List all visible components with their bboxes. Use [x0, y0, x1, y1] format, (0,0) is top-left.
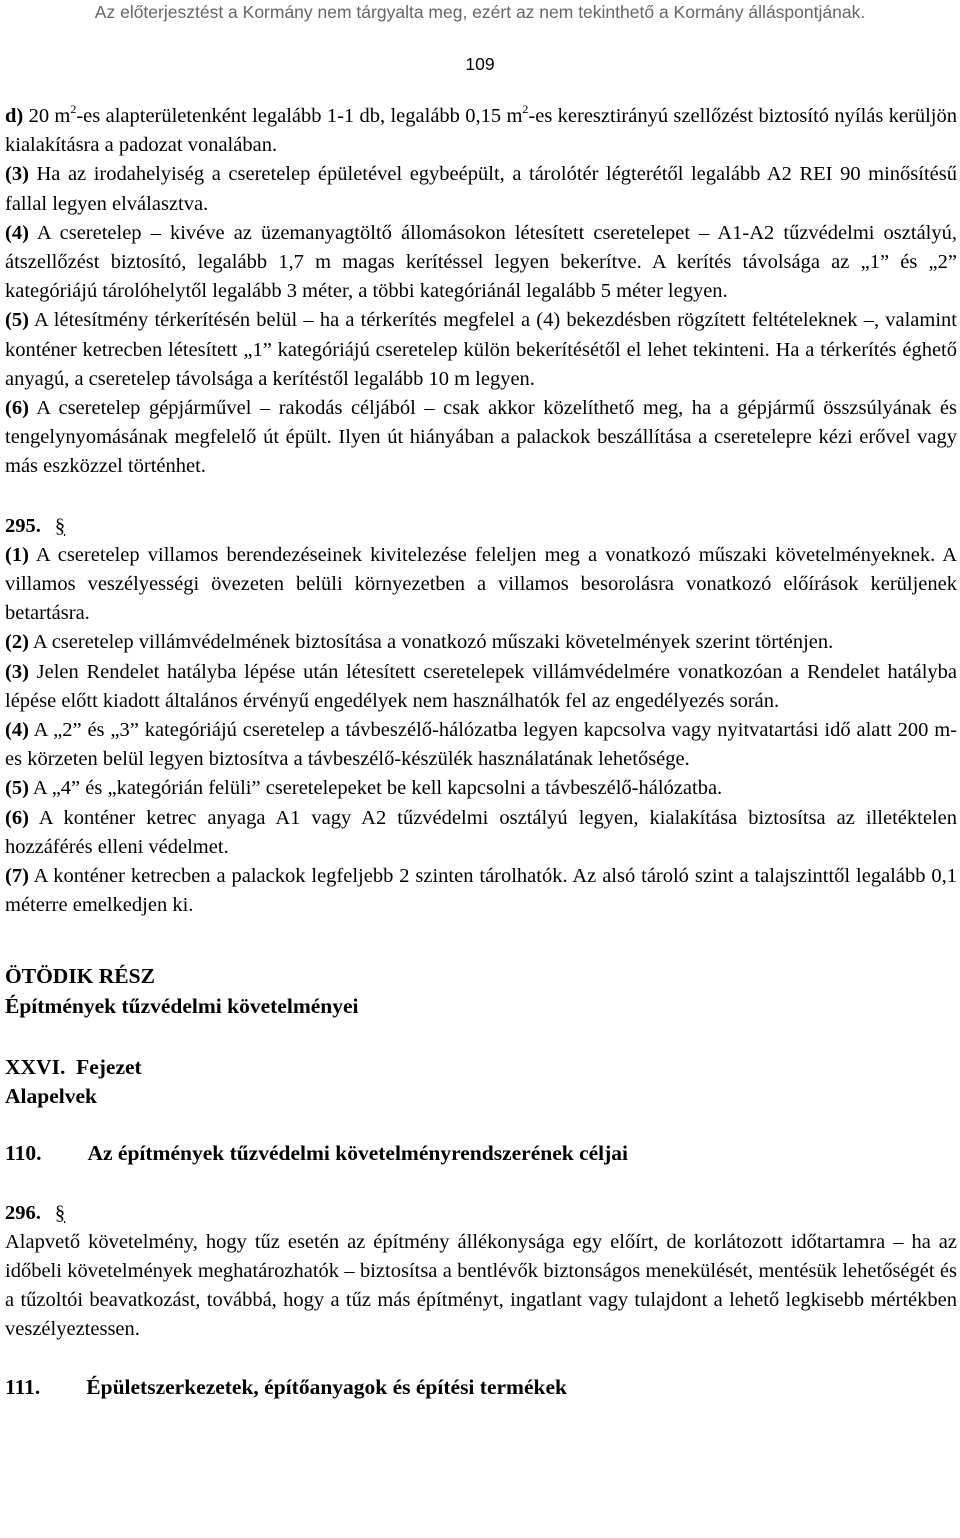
- point-d-label: d): [5, 105, 24, 127]
- superscript: 2: [522, 102, 529, 116]
- point-d: d) 20 $m^2-es$ alapterületenként legalább 1-1 db, legalább 0,15 $m^2-es$ keresztirányú szellőzést biztosító nyílás kerüljön kialakításra a padozat vonalában.: [5, 102, 958, 157]
- paragraph-label: (7): [5, 865, 29, 888]
- s296-text: Alapvető követelmény, hogy tűz esetén az építmény állékonysága egy előírt, de korlátozott időtartamra – ha az időbeli követelmények meghatározhatók – biztosítsa a bentlévők biztonságos menekülését, mentésük lehetőségét és a tűzoltói beavatkozást, továbbá, hogy a tűz más építményt, ingatlant vagy tulajdont a lehető legkisebb mértékben veszélyeztessen.: [5, 1230, 957, 1341]
- section-symbol: §: [54, 514, 66, 537]
- s295-paragraph-4: (4) A „2” és „3” kategóriájú cseretelep a távbeszélő-hálózatba legyen kapcsolva vagy nyitvatartási idő alatt 200 m-es körzeten belül legyen biztosítva a távbeszélő-készülék használatának lehetősége.: [5, 719, 957, 771]
- section-296-heading: 296. §: [5, 1201, 66, 1224]
- section-symbol: §: [54, 1201, 66, 1224]
- chapter-subtitle: Alapelvek: [5, 1084, 97, 1109]
- paragraph-3: (3) Ha az irodahelyiség a cseretelep épületével egybeépült, a tárolótér légterétől legalább A2 REI 90 minősítésű fallal legyen elválasztva.: [5, 163, 957, 215]
- paragraph-label: (4): [5, 221, 29, 244]
- paragraph-5: (5) A létesítmény térkerítésén belül – ha a térkerítés megfelel a (4) bekezdésben rögzített feltételeknek –, valamint konténer ketrecben létesített „1” kategóriájú cseretelep külön bekerítésétől el lehet tekinteni. Ha a térkerítés éghető anyagú, a cseretelep távolsága a kerítéstől legalább 10 m legyen.: [5, 309, 957, 390]
- s295-paragraph-7: (7) A konténer ketrecben a palackok legfeljebb 2 szinten tárolhatók. Az alsó tároló szint a talajszinttől legalább 0,1 méterre emelkedjen ki.: [5, 865, 957, 917]
- s295-paragraph-1: (1) A cseretelep villamos berendezéseinek kivitelezése feleljen meg a vonatkozó műszaki követelményeknek. A villamos veszélyességi övezeten belüli környezetben a villamos besorolásra vonatkozó előírások kerüljenek betartásra.: [5, 543, 957, 625]
- paragraph-label: (4): [5, 719, 29, 742]
- part-title: ÖTÖDIK RÉSZ: [5, 964, 155, 989]
- s295-paragraph-3: (3) Jelen Rendelet hatályba lépése után létesített cseretelepek villámvédelmére vonatkozóan a Rendelet hatályba lépése előtt kiadott általános érvényű engedélyek nem használhatók fel az engedélyezés során.: [5, 660, 957, 712]
- s295-paragraph-5: (5) A „4” és „kategórián felüli” cseretelepeket be kell kapcsolni a távbeszélő-hálózatba.: [5, 777, 723, 800]
- page-number: 109: [465, 54, 495, 74]
- part-subtitle: Építmények tűzvédelmi követelményei: [5, 993, 359, 1018]
- paragraph-label: (5): [5, 309, 29, 332]
- subsection-number: 110.: [5, 1141, 42, 1166]
- subsection-title: Az építmények tűzvédelmi követelményrendszerének céljai: [87, 1141, 629, 1166]
- subsection-number: 111.: [5, 1374, 41, 1399]
- chapter-title: XXVI. Fejezet: [5, 1054, 142, 1079]
- document-body: [5, 102, 957, 1402]
- paragraph-label: (3): [5, 660, 29, 683]
- subsection-110-heading: [5, 1139, 957, 1168]
- paragraph-label: (5): [5, 777, 29, 800]
- s295-paragraph-2: (2) A cseretelep villámvédelmének biztosítása a vonatkozó műszaki követelmények szerint történjen.: [5, 631, 834, 654]
- section-295-heading: 295. §: [5, 514, 66, 537]
- paragraph-label: (6): [5, 806, 29, 829]
- paragraph-label: (3): [5, 163, 29, 186]
- draft-notice-header: Az előterjesztést a Kormány nem tárgyalta meg, ezért az nem tekinthető a Kormány álláspontjának.: [94, 2, 866, 22]
- paragraph-label: (1): [5, 543, 29, 566]
- paragraph-label: (6): [5, 397, 29, 420]
- subsection-111-heading: [5, 1373, 957, 1402]
- paragraph-6: (6) A cseretelep gépjárművel – rakodás céljából – csak akkor közelíthető meg, ha a gépjármű összsúlyának és tengelynyomásának megfelelő út épült. Ilyen út hiányában a palackok beszállítása a cseretelepre kézi erővel vagy más eszközzel történhet.: [5, 397, 957, 478]
- paragraph-label: (2): [5, 631, 29, 654]
- subsection-title: Épületszerkezetek, építőanyagok és építési termékek: [86, 1374, 567, 1399]
- paragraph-4: (4) A cseretelep – kivéve az üzemanyagtöltő állomásokon létesített cseretelepet – A1-A2 tűzvédelmi osztályú, átszellőzést biztosító, legalább 1,7 m magas kerítéssel legyen bekerítve. A kerítés távolsága az „1” és „2” kategóriájú tárolóhelytől legalább 3 méter, a többi kategóriánál legalább 5 méter legyen.: [5, 221, 957, 303]
- s295-paragraph-6: (6) A konténer ketrec anyaga A1 vagy A2 tűzvédelmi osztályú legyen, kialakítása biztosítsa az illetéktelen hozzáférés elleni védelmet.: [5, 806, 957, 858]
- superscript: 2: [70, 102, 77, 116]
